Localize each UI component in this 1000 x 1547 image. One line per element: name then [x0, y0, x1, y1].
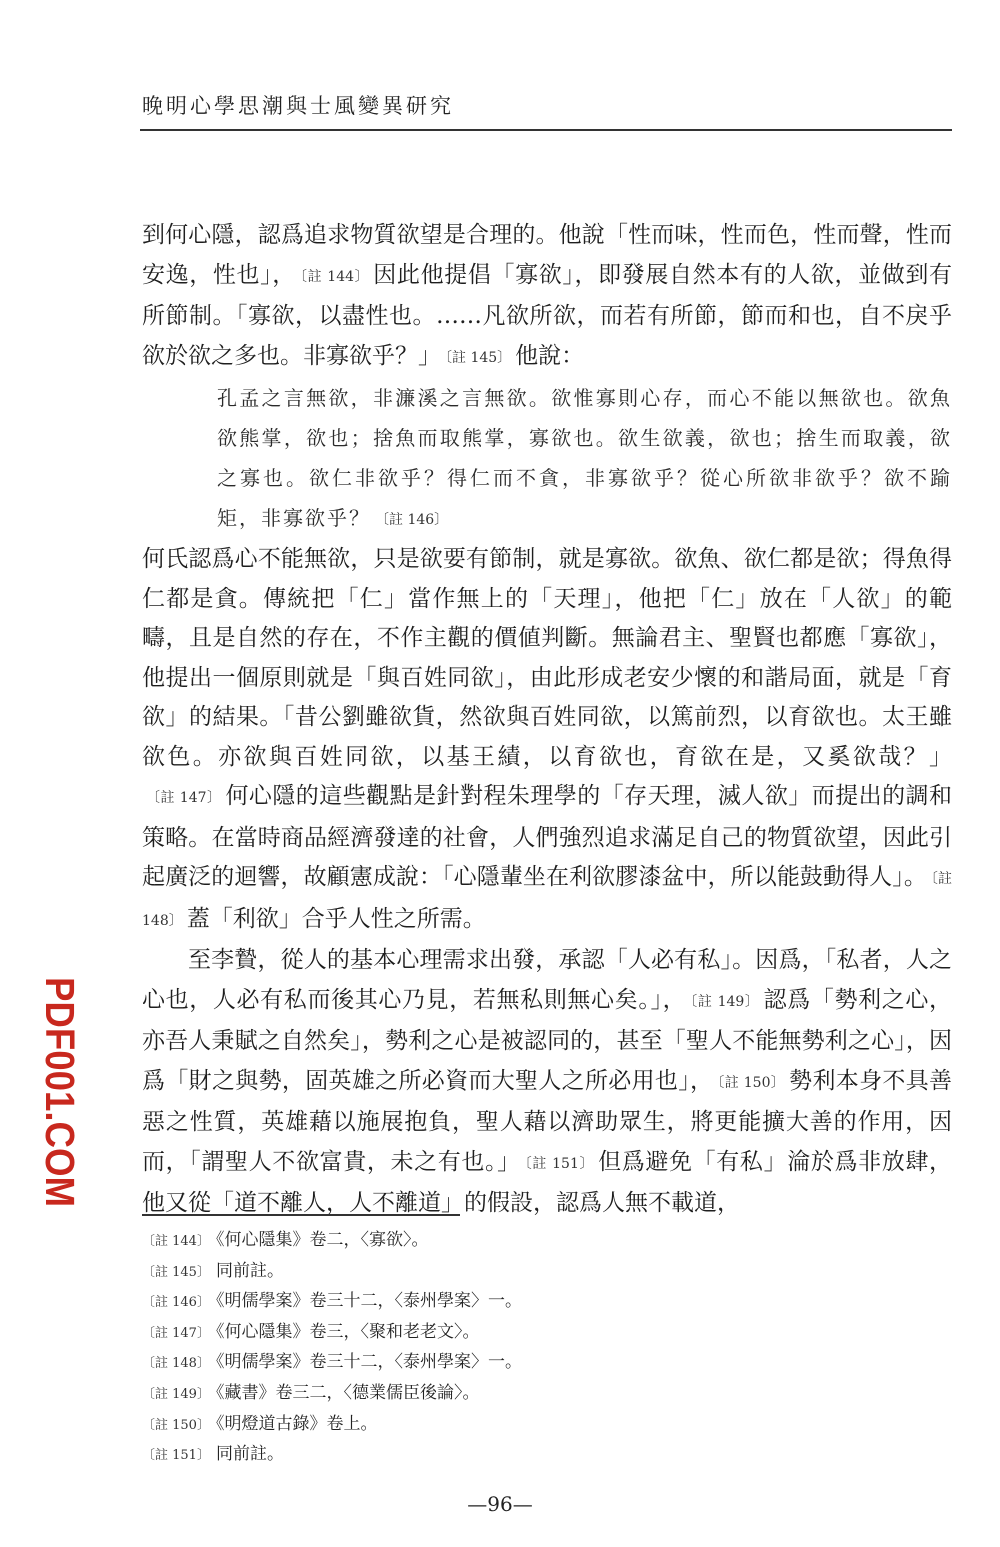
footnote-ref-146[interactable]: 〔註 146〕 [375, 512, 449, 528]
paragraph-text: 勢利本身不具善惡之性質，英雄藉以施展抱負，聖人藉以濟助眾生，將更能擴大善的作用，因而，「謂聖人不欲富貴，未之有也。」 [142, 1067, 953, 1175]
block-quote [142, 378, 952, 540]
paragraph-text: 他說： [515, 342, 585, 369]
paragraph-text: 認爲「勢利之心，亦吾人秉賦之自然矣」，勢利之心是被認同的，甚至「聖人不能無勢利之心」，因爲「財之與勢，固英雄之所必資而大聖人之所必用也」， [142, 986, 953, 1094]
footnote-marker: 〔註 150〕 [142, 1417, 210, 1433]
quote-text: 孔孟之言無欲，非濂溪之言無欲。欲惟寡則心存，而心不能以無欲也。欲魚欲熊掌，欲也；捨魚而取熊掌，寡欲也。欲生欲義，欲也；捨生而取義，欲之寡也。欲仁非欲乎？得仁而不貪，非寡欲乎？從心所欲非欲乎？欲不踰矩，非寡欲乎？ [217, 386, 952, 530]
footnote-item [142, 1440, 842, 1471]
footnote-marker: 〔註 147〕 [142, 1325, 210, 1341]
footnote-text: 《明儒學案》卷三十二，〈泰州學案〉一。 [215, 1352, 522, 1373]
footnote-marker: 〔註 146〕 [142, 1295, 210, 1311]
watermark-text: PDF001.COM [37, 977, 83, 1235]
footnote-item [142, 1257, 842, 1288]
paragraph-text: 何氏認爲心不能無欲，只是欲要有節制，就是寡欲。欲魚、欲仁都是欲；得魚得仁都是貪。傳統把「仁」當作無上的「天理」，他把「仁」放在「人欲」的範疇，且是自然的存在，不作主觀的價値判斷。無論君主、聖賢也都應「寡欲」，他提出一個原則就是「與百姓同欲」，由此形成老安少懷的和諧局面，就是「育欲」的結果。「昔公劉雖欲貨，然欲與百姓同欲，以篤前烈，以育欲也。太王雖欲色。亦欲與百姓同欲，以基王績，以育欲也，育欲在是，又奚欲哉？」 [142, 546, 952, 770]
footnote-marker: 〔註 144〕 [142, 1234, 210, 1249]
footnote-ref-150[interactable]: 〔註 150〕 [717, 1074, 786, 1091]
footnote-ref-147[interactable]: 〔註 147〕 [146, 790, 222, 806]
footnote-item [142, 1410, 842, 1441]
footnote-ref-144[interactable]: 〔註 144〕 [299, 268, 370, 285]
footnote-text: 《藏書》卷三二，〈德業儒臣後論〉。 [215, 1382, 480, 1403]
footnote-text: 同前註。 [215, 1444, 284, 1465]
footnote-ref-151[interactable]: 〔註 151〕 [524, 1155, 595, 1172]
footnote-item [142, 1287, 842, 1318]
footnote-item [142, 1226, 842, 1257]
footnote-item [142, 1318, 842, 1349]
footnote-marker: 〔註 151〕 [142, 1448, 210, 1464]
footnotes [142, 1226, 842, 1471]
running-header-title: 晚明心學思潮與士風變異研究 [142, 94, 454, 118]
page-number: —96— [467, 1492, 533, 1516]
header-rule [140, 129, 952, 131]
paragraph-3 [142, 941, 952, 1224]
footnote-marker: 〔註 148〕 [142, 1356, 210, 1372]
footnote-item [142, 1348, 842, 1379]
paragraph-text: 至李贄，從人的基本心理需求出發，承認「人必有私」。因爲，「私者，人之心也，人必有私而後其心乃見，若無私則無心矣。」， [142, 947, 952, 1013]
footnote-marker: 〔註 145〕 [142, 1264, 210, 1280]
watermark-logo [2, 975, 83, 1235]
paragraph-2 [142, 540, 952, 941]
paragraph-text: 因此他提倡「寡欲」，即發展自然本有的人欲，並做到有所節制。「寡欲，以盡性也。……凡欲所欲，而若有所節，節而和也，自不戾乎欲於欲之多也。非寡欲乎？」 [142, 261, 953, 369]
paragraph-text: 到何心隱，認爲追求物質欲望是合理的。他說「性而味，性而色，性而聲，性而安逸，性也」， [142, 222, 952, 288]
footnote-ref-148[interactable]: 〔註 148〕 [142, 871, 953, 929]
footnote-text: 《何心隱集》卷二，〈寡欲〉。 [215, 1230, 429, 1250]
footnote-text: 同前註。 [215, 1260, 284, 1281]
footnote-ref-149[interactable]: 〔註 149〕 [690, 993, 760, 1010]
main-text [142, 216, 952, 1224]
footnote-rule [142, 1214, 460, 1216]
footnote-text: 《明燈道古錄》卷上。 [215, 1413, 378, 1434]
footnote-text: 《何心隱集》卷三，〈聚和老老文〉。 [215, 1321, 480, 1342]
paragraph-text: 何心隱的這些觀點是針對程朱理學的「存天理，滅人欲」而提出的調和策略。在當時商品經濟發達的社會，人們強烈追求滿足自己的物質欲望，因此引起廣泛的迴響，故顧憲成說：「心隱輩坐在利欲膠漆盆中，所以能鼓動得人」。 [142, 783, 953, 890]
footnote-text: 《明儒學案》卷三十二，〈泰州學案〉一。 [215, 1291, 522, 1312]
footnote-item [142, 1379, 842, 1410]
paragraph-text: 但爲避免「有私」淪於爲非放肆，他又從「道不離人，人不離道」的假設，認爲人無不載道， [142, 1148, 953, 1216]
paragraph-text: 蓋「利欲」合乎人性之所需。 [186, 905, 486, 932]
paragraph-1 [142, 216, 952, 378]
footnote-ref-145[interactable]: 〔註 145〕 [445, 349, 512, 366]
footnote-marker: 〔註 149〕 [142, 1386, 210, 1402]
watermark [2, 975, 83, 1235]
